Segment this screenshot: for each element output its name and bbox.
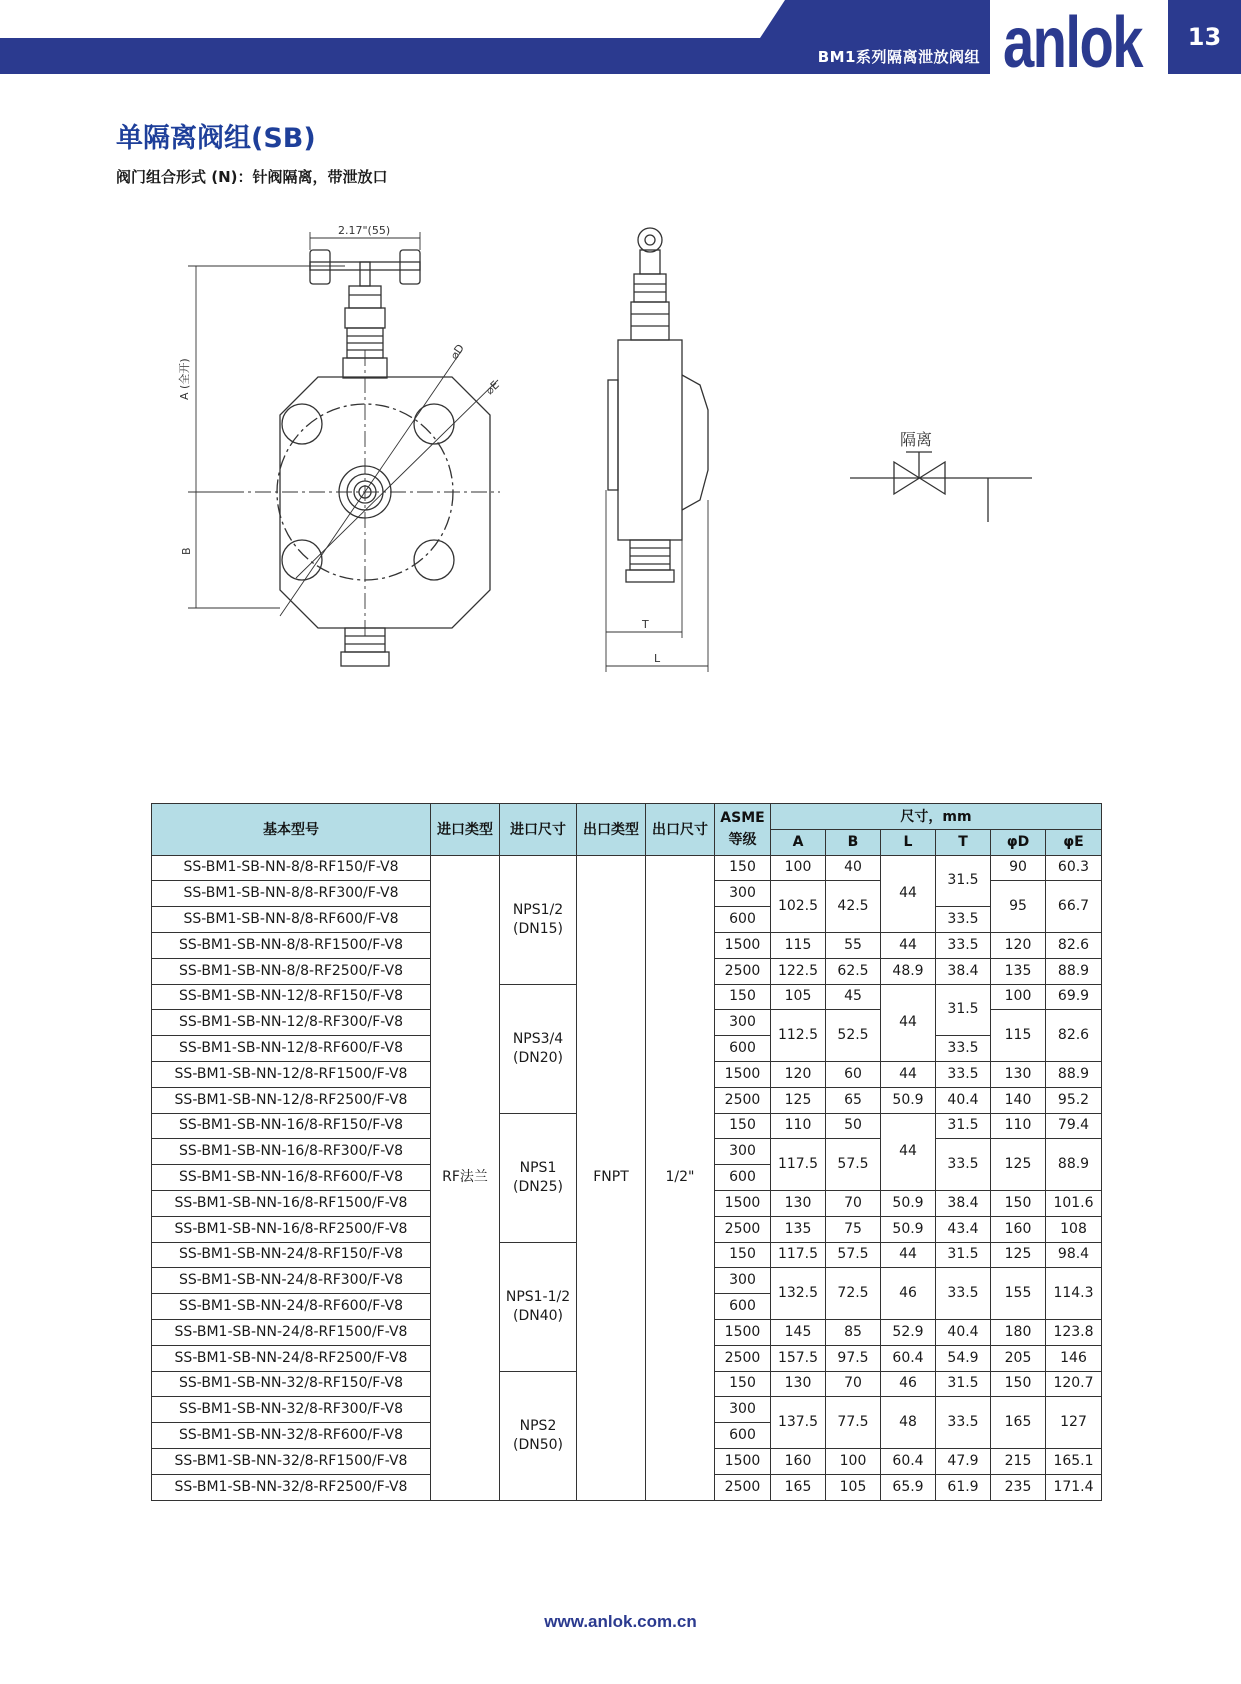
model-cell: SS-BM1-SB-NN-16/8-RF150/F-V8: [152, 1113, 431, 1139]
inlet-size-cell: NPS1 (DN25): [500, 1113, 577, 1242]
dim-b-cell: 100: [826, 1448, 881, 1474]
asme-class-cell: 1500: [715, 1448, 771, 1474]
asme-class-cell: 1500: [715, 1319, 771, 1345]
model-cell: SS-BM1-SB-NN-24/8-RF2500/F-V8: [152, 1345, 431, 1371]
dim-t-cell: 31.5: [936, 984, 991, 1036]
dim-a-cell: 110: [771, 1113, 826, 1139]
dim-a-cell: 115: [771, 932, 826, 958]
page-subtitle: 阀门组合形式 (N)：针阀隔离，带泄放口: [116, 168, 388, 186]
inlet-type-cell: RF法兰: [431, 855, 500, 1500]
outlet-size-cell: 1/2": [646, 855, 715, 1500]
dim-l-cell: 48: [881, 1397, 936, 1449]
header-outlet-size: 出口尺寸: [646, 804, 715, 856]
bolt-hole: [282, 540, 322, 580]
dim-b-label: B: [180, 547, 193, 555]
dim-t-cell: 38.4: [936, 958, 991, 984]
model-cell: SS-BM1-SB-NN-8/8-RF1500/F-V8: [152, 932, 431, 958]
asme-class-cell: 1500: [715, 932, 771, 958]
dim-b-cell: 70: [826, 1371, 881, 1397]
technical-drawing: [0, 210, 1241, 680]
dim-a-cell: 137.5: [771, 1397, 826, 1449]
model-cell: SS-BM1-SB-NN-8/8-RF300/F-V8: [152, 881, 431, 907]
spec-table-body: [152, 855, 1102, 1500]
dim-e-cell: 88.9: [1046, 1061, 1102, 1087]
dim-a-cell: 130: [771, 1190, 826, 1216]
dim-t-cell: 31.5: [936, 1242, 991, 1268]
model-cell: SS-BM1-SB-NN-24/8-RF1500/F-V8: [152, 1319, 431, 1345]
header-dimensions: 尺寸，mm: [771, 804, 1102, 830]
dim-a-cell: 145: [771, 1319, 826, 1345]
dim-e-cell: 165.1: [1046, 1448, 1102, 1474]
dim-t-cell: 43.4: [936, 1216, 991, 1242]
dim-d-cell: 90: [991, 855, 1046, 881]
dim-b-cell: 85: [826, 1319, 881, 1345]
model-cell: SS-BM1-SB-NN-24/8-RF300/F-V8: [152, 1268, 431, 1294]
bolt-hole: [282, 404, 322, 444]
model-cell: SS-BM1-SB-NN-32/8-RF1500/F-V8: [152, 1448, 431, 1474]
asme-class-cell: 2500: [715, 1087, 771, 1113]
dim-l-cell: 44: [881, 1242, 936, 1268]
model-cell: SS-BM1-SB-NN-12/8-RF1500/F-V8: [152, 1061, 431, 1087]
dim-e-cell: 120.7: [1046, 1371, 1102, 1397]
dim-b-cell: 105: [826, 1474, 881, 1500]
dim-d-cell: 115: [991, 1010, 1046, 1062]
dim-l-cell: 44: [881, 932, 936, 958]
dim-l-cell: 65.9: [881, 1474, 936, 1500]
dim-e-cell: 88.9: [1046, 1139, 1102, 1191]
dim-e-cell: 123.8: [1046, 1319, 1102, 1345]
dim-b-cell: 77.5: [826, 1397, 881, 1449]
dim-l-cell: 50.9: [881, 1216, 936, 1242]
dim-e-cell: 69.9: [1046, 984, 1102, 1010]
dim-t-cell: 31.5: [936, 1371, 991, 1397]
asme-class-cell: 150: [715, 1242, 771, 1268]
asme-class-cell: 150: [715, 984, 771, 1010]
dim-b-cell: 60: [826, 1061, 881, 1087]
dim-l-cell: 44: [881, 1113, 936, 1190]
header-outlet-type: 出口类型: [577, 804, 646, 856]
dim-t-cell: 31.5: [936, 855, 991, 907]
asme-class-cell: 300: [715, 1397, 771, 1423]
width-dimension-label: 2.17"(55): [338, 224, 391, 237]
header-d: φD: [991, 829, 1046, 855]
dim-b-cell: 72.5: [826, 1268, 881, 1320]
dim-b-cell: 45: [826, 984, 881, 1010]
dim-b-cell: 40: [826, 855, 881, 881]
dim-d-cell: 135: [991, 958, 1046, 984]
dim-a-cell: 165: [771, 1474, 826, 1500]
asme-class-cell: 1500: [715, 1190, 771, 1216]
asme-class-cell: 600: [715, 1423, 771, 1449]
page-number: 13: [1168, 0, 1241, 74]
model-cell: SS-BM1-SB-NN-16/8-RF600/F-V8: [152, 1165, 431, 1191]
model-cell: SS-BM1-SB-NN-16/8-RF300/F-V8: [152, 1139, 431, 1165]
model-cell: SS-BM1-SB-NN-12/8-RF2500/F-V8: [152, 1087, 431, 1113]
dim-t-cell: 40.4: [936, 1319, 991, 1345]
valve-symbol-label: 隔离: [900, 430, 933, 449]
model-cell: SS-BM1-SB-NN-24/8-RF150/F-V8: [152, 1242, 431, 1268]
dim-a-label: A (全开): [178, 358, 191, 400]
dim-b-cell: 70: [826, 1190, 881, 1216]
spec-table: [151, 803, 1102, 1501]
inlet-size-cell: NPS1-1/2 (DN40): [500, 1242, 577, 1371]
dim-l-cell: 44: [881, 984, 936, 1061]
dim-l-label: L: [654, 652, 661, 665]
asme-class-cell: 2500: [715, 1474, 771, 1500]
asme-class-cell: 300: [715, 1268, 771, 1294]
dim-e-cell: 114.3: [1046, 1268, 1102, 1320]
dim-d-cell: 140: [991, 1087, 1046, 1113]
inlet-size-cell: NPS3/4 (DN20): [500, 984, 577, 1113]
dim-t-cell: 33.5: [936, 1036, 991, 1062]
dim-t-cell: 33.5: [936, 1268, 991, 1320]
dim-e-cell: 60.3: [1046, 855, 1102, 881]
dim-d-cell: 215: [991, 1448, 1046, 1474]
dim-l-cell: 44: [881, 855, 936, 932]
model-cell: SS-BM1-SB-NN-12/8-RF300/F-V8: [152, 1010, 431, 1036]
dim-t-cell: 33.5: [936, 907, 991, 933]
inlet-size-cell: NPS1/2 (DN15): [500, 855, 577, 984]
dim-b-cell: 57.5: [826, 1242, 881, 1268]
dim-e-cell: 82.6: [1046, 1010, 1102, 1062]
dim-b-cell: 65: [826, 1087, 881, 1113]
dim-a-cell: 125: [771, 1087, 826, 1113]
model-cell: SS-BM1-SB-NN-32/8-RF2500/F-V8: [152, 1474, 431, 1500]
dim-d-cell: 150: [991, 1190, 1046, 1216]
series-title: BM1系列隔离泄放阀组: [817, 48, 980, 66]
dim-d-cell: 165: [991, 1397, 1046, 1449]
dim-t-cell: 38.4: [936, 1190, 991, 1216]
dim-d-cell: 120: [991, 932, 1046, 958]
dim-a-cell: 135: [771, 1216, 826, 1242]
dim-d-cell: 235: [991, 1474, 1046, 1500]
asme-class-cell: 300: [715, 1139, 771, 1165]
dim-b-cell: 97.5: [826, 1345, 881, 1371]
dim-l-cell: 50.9: [881, 1190, 936, 1216]
footer-url: www.anlok.com.cn: [544, 1612, 697, 1631]
model-cell: SS-BM1-SB-NN-12/8-RF600/F-V8: [152, 1036, 431, 1062]
header-b: B: [826, 829, 881, 855]
model-cell: SS-BM1-SB-NN-8/8-RF2500/F-V8: [152, 958, 431, 984]
header-a: A: [771, 829, 826, 855]
header-e: φE: [1046, 829, 1102, 855]
dim-t-cell: 33.5: [936, 1397, 991, 1449]
model-cell: SS-BM1-SB-NN-32/8-RF600/F-V8: [152, 1423, 431, 1449]
dim-l-cell: 46: [881, 1371, 936, 1397]
dim-e-cell: 146: [1046, 1345, 1102, 1371]
dim-d-cell: 160: [991, 1216, 1046, 1242]
dim-d-label: ⌀D: [447, 341, 467, 362]
dim-a-cell: 130: [771, 1371, 826, 1397]
dim-d-cell: 125: [991, 1242, 1046, 1268]
dim-a-cell: 117.5: [771, 1242, 826, 1268]
dim-a-cell: 105: [771, 984, 826, 1010]
dim-a-cell: 120: [771, 1061, 826, 1087]
dim-e-label: ⌀E: [483, 378, 502, 398]
asme-class-cell: 150: [715, 1371, 771, 1397]
dim-b-cell: 42.5: [826, 881, 881, 933]
dim-t-cell: 54.9: [936, 1345, 991, 1371]
dim-a-cell: 112.5: [771, 1010, 826, 1062]
dim-d-cell: 155: [991, 1268, 1046, 1320]
dim-l-cell: 50.9: [881, 1087, 936, 1113]
asme-class-cell: 300: [715, 881, 771, 907]
dim-e-cell: 101.6: [1046, 1190, 1102, 1216]
header-asme: ASME等级: [715, 804, 771, 856]
dim-e-cell: 88.9: [1046, 958, 1102, 984]
dim-t-cell: 47.9: [936, 1448, 991, 1474]
asme-class-cell: 300: [715, 1010, 771, 1036]
asme-class-cell: 150: [715, 855, 771, 881]
dim-d-cell: 205: [991, 1345, 1046, 1371]
model-cell: SS-BM1-SB-NN-8/8-RF150/F-V8: [152, 855, 431, 881]
dim-a-cell: 157.5: [771, 1345, 826, 1371]
asme-class-cell: 2500: [715, 958, 771, 984]
model-cell: SS-BM1-SB-NN-32/8-RF150/F-V8: [152, 1371, 431, 1397]
model-cell: SS-BM1-SB-NN-8/8-RF600/F-V8: [152, 907, 431, 933]
asme-class-cell: 600: [715, 1165, 771, 1191]
dim-a-cell: 160: [771, 1448, 826, 1474]
dim-b-cell: 55: [826, 932, 881, 958]
header-inlet-size: 进口尺寸: [500, 804, 577, 856]
dim-t-cell: 33.5: [936, 932, 991, 958]
dim-e-cell: 108: [1046, 1216, 1102, 1242]
dim-e-cell: 79.4: [1046, 1113, 1102, 1139]
asme-class-cell: 600: [715, 1036, 771, 1062]
outlet-type-cell: FNPT: [577, 855, 646, 1500]
dim-a-cell: 102.5: [771, 881, 826, 933]
table-row: [152, 855, 1102, 881]
dim-a-cell: 122.5: [771, 958, 826, 984]
dim-e-cell: 171.4: [1046, 1474, 1102, 1500]
dim-b-cell: 57.5: [826, 1139, 881, 1191]
dim-e-cell: 82.6: [1046, 932, 1102, 958]
asme-class-cell: 150: [715, 1113, 771, 1139]
inlet-size-cell: NPS2 (DN50): [500, 1371, 577, 1500]
dim-a-cell: 117.5: [771, 1139, 826, 1191]
dim-l-cell: 60.4: [881, 1345, 936, 1371]
dim-l-cell: 60.4: [881, 1448, 936, 1474]
header-l: L: [881, 829, 936, 855]
dim-e-cell: 98.4: [1046, 1242, 1102, 1268]
dim-b-cell: 75: [826, 1216, 881, 1242]
header-t: T: [936, 829, 991, 855]
dim-l-cell: 44: [881, 1061, 936, 1087]
dim-b-cell: 50: [826, 1113, 881, 1139]
dim-t-cell: 31.5: [936, 1113, 991, 1139]
model-cell: SS-BM1-SB-NN-16/8-RF1500/F-V8: [152, 1190, 431, 1216]
asme-class-cell: 2500: [715, 1216, 771, 1242]
brand-logo: anlok: [1003, 3, 1142, 83]
flange-body: [280, 377, 490, 628]
header-model: 基本型号: [152, 804, 431, 856]
model-cell: SS-BM1-SB-NN-16/8-RF2500/F-V8: [152, 1216, 431, 1242]
dim-t-label: T: [642, 618, 649, 631]
dim-l-cell: 52.9: [881, 1319, 936, 1345]
dim-d-cell: 125: [991, 1139, 1046, 1191]
dim-l-cell: 46: [881, 1268, 936, 1320]
dim-d-cell: 130: [991, 1061, 1046, 1087]
dim-a-cell: 132.5: [771, 1268, 826, 1320]
asme-class-cell: 2500: [715, 1345, 771, 1371]
model-cell: SS-BM1-SB-NN-12/8-RF150/F-V8: [152, 984, 431, 1010]
header-inlet-type: 进口类型: [431, 804, 500, 856]
dim-l-cell: 48.9: [881, 958, 936, 984]
page-title: 单隔离阀组(SB): [116, 123, 316, 154]
dim-d-cell: 100: [991, 984, 1046, 1010]
dim-b-cell: 62.5: [826, 958, 881, 984]
asme-class-cell: 600: [715, 907, 771, 933]
dim-t-cell: 40.4: [936, 1087, 991, 1113]
dim-b-cell: 52.5: [826, 1010, 881, 1062]
dim-t-cell: 33.5: [936, 1139, 991, 1191]
dim-d-cell: 95: [991, 881, 1046, 933]
dim-a-cell: 100: [771, 855, 826, 881]
asme-class-cell: 1500: [715, 1061, 771, 1087]
dim-e-cell: 95.2: [1046, 1087, 1102, 1113]
dim-e-cell: 66.7: [1046, 881, 1102, 933]
asme-class-cell: 600: [715, 1294, 771, 1320]
dim-d-cell: 180: [991, 1319, 1046, 1345]
dim-t-cell: 33.5: [936, 1061, 991, 1087]
dim-t-cell: 61.9: [936, 1474, 991, 1500]
model-cell: SS-BM1-SB-NN-24/8-RF600/F-V8: [152, 1294, 431, 1320]
dim-e-cell: 127: [1046, 1397, 1102, 1449]
dim-d-cell: 150: [991, 1371, 1046, 1397]
dim-d-cell: 110: [991, 1113, 1046, 1139]
model-cell: SS-BM1-SB-NN-32/8-RF300/F-V8: [152, 1397, 431, 1423]
